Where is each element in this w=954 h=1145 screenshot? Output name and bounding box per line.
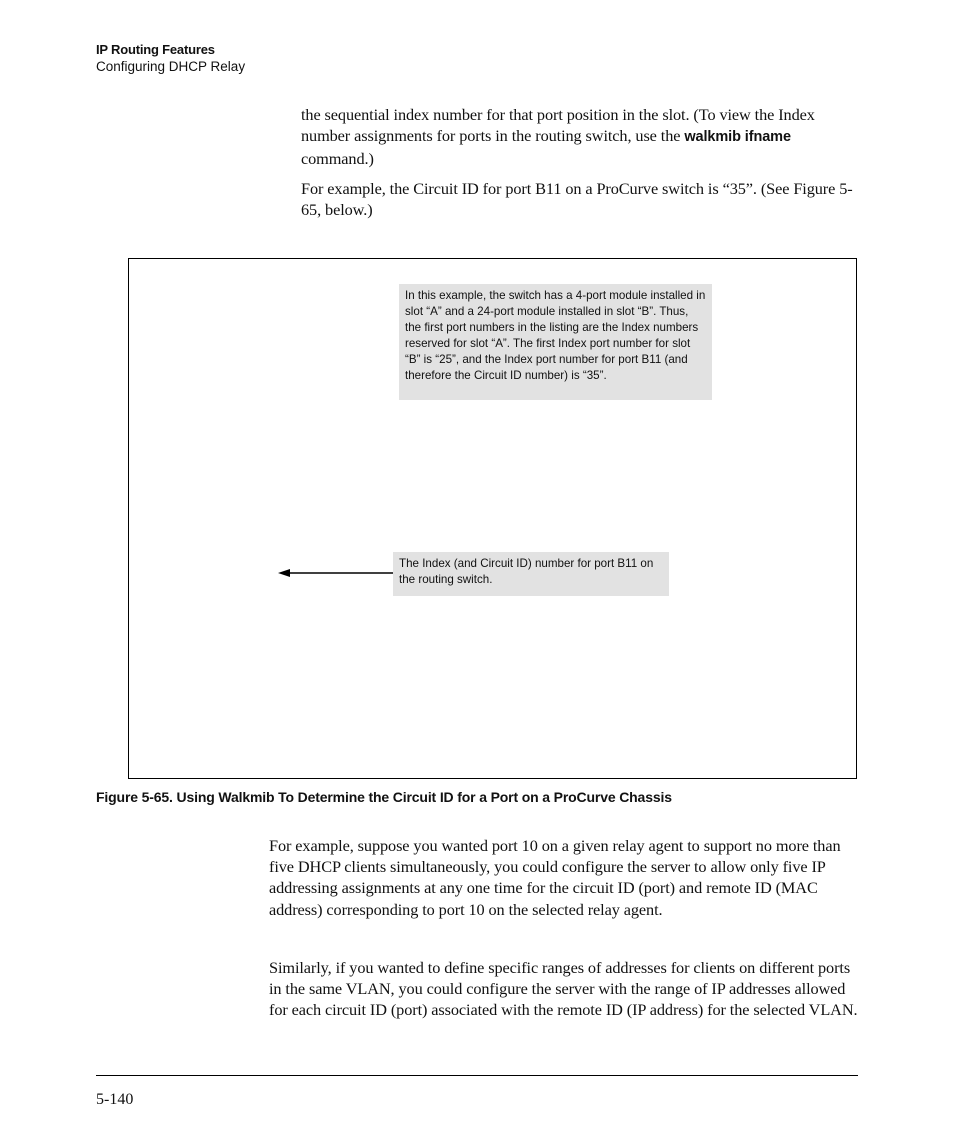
section-title: IP Routing Features bbox=[96, 42, 215, 57]
pointer-arrow-icon bbox=[277, 565, 395, 581]
footer-divider bbox=[96, 1075, 858, 1076]
intro-text-after: command.) bbox=[301, 149, 374, 169]
page-number: 5-140 bbox=[96, 1091, 134, 1108]
callout-port-b11: The Index (and Circuit ID) number for port B11 on the routing switch. bbox=[393, 552, 669, 596]
intro-text-before: the sequential index number for that port position in the slot. (To view the Index number assignments for ports in the routing switch, use the bbox=[301, 105, 815, 146]
section-subtitle: Configuring DHCP Relay bbox=[96, 59, 246, 74]
callout-slot-explanation: In this example, the switch has a 4-port module installed in slot “A” and a 24-port module installed in slot “B”. Thus, the first port numbers in the listing are the Index numbers reserved for slot “A”. The first Index port number for slot “B” is “25”, and the Index port number for port B11 (and therefore the Circuit ID number) is “35”. bbox=[399, 284, 712, 400]
body-paragraph-1: For example, suppose you wanted port 10 on a given relay agent to support no more than five DHCP clients simultaneously, you could configure the server to allow only five IP addressing assignments at any one time for the circuit ID (port) and remote ID (MAC address) corresponding to port 10 on the selected relay agent. bbox=[269, 836, 841, 919]
intro-paragraph-1 bbox=[301, 104, 858, 170]
body-paragraph-2: Similarly, if you wanted to define specific ranges of addresses for clients on different ports in the same VLAN, you could configure the server with the range of IP addresses allowed for each circuit ID (port) associated with the remote ID (IP address) for the selected VLAN. bbox=[269, 958, 858, 1020]
figure-caption: Figure 5-65. Using Walkmib To Determine the Circuit ID for a Port on a ProCurve Chassis bbox=[96, 789, 672, 805]
intro-paragraph-2: For example, the Circuit ID for port B11 on a ProCurve switch is “35”. (See Figure 5-65, below.) bbox=[301, 179, 853, 220]
command-keyword: walkmib ifname bbox=[684, 129, 791, 146]
